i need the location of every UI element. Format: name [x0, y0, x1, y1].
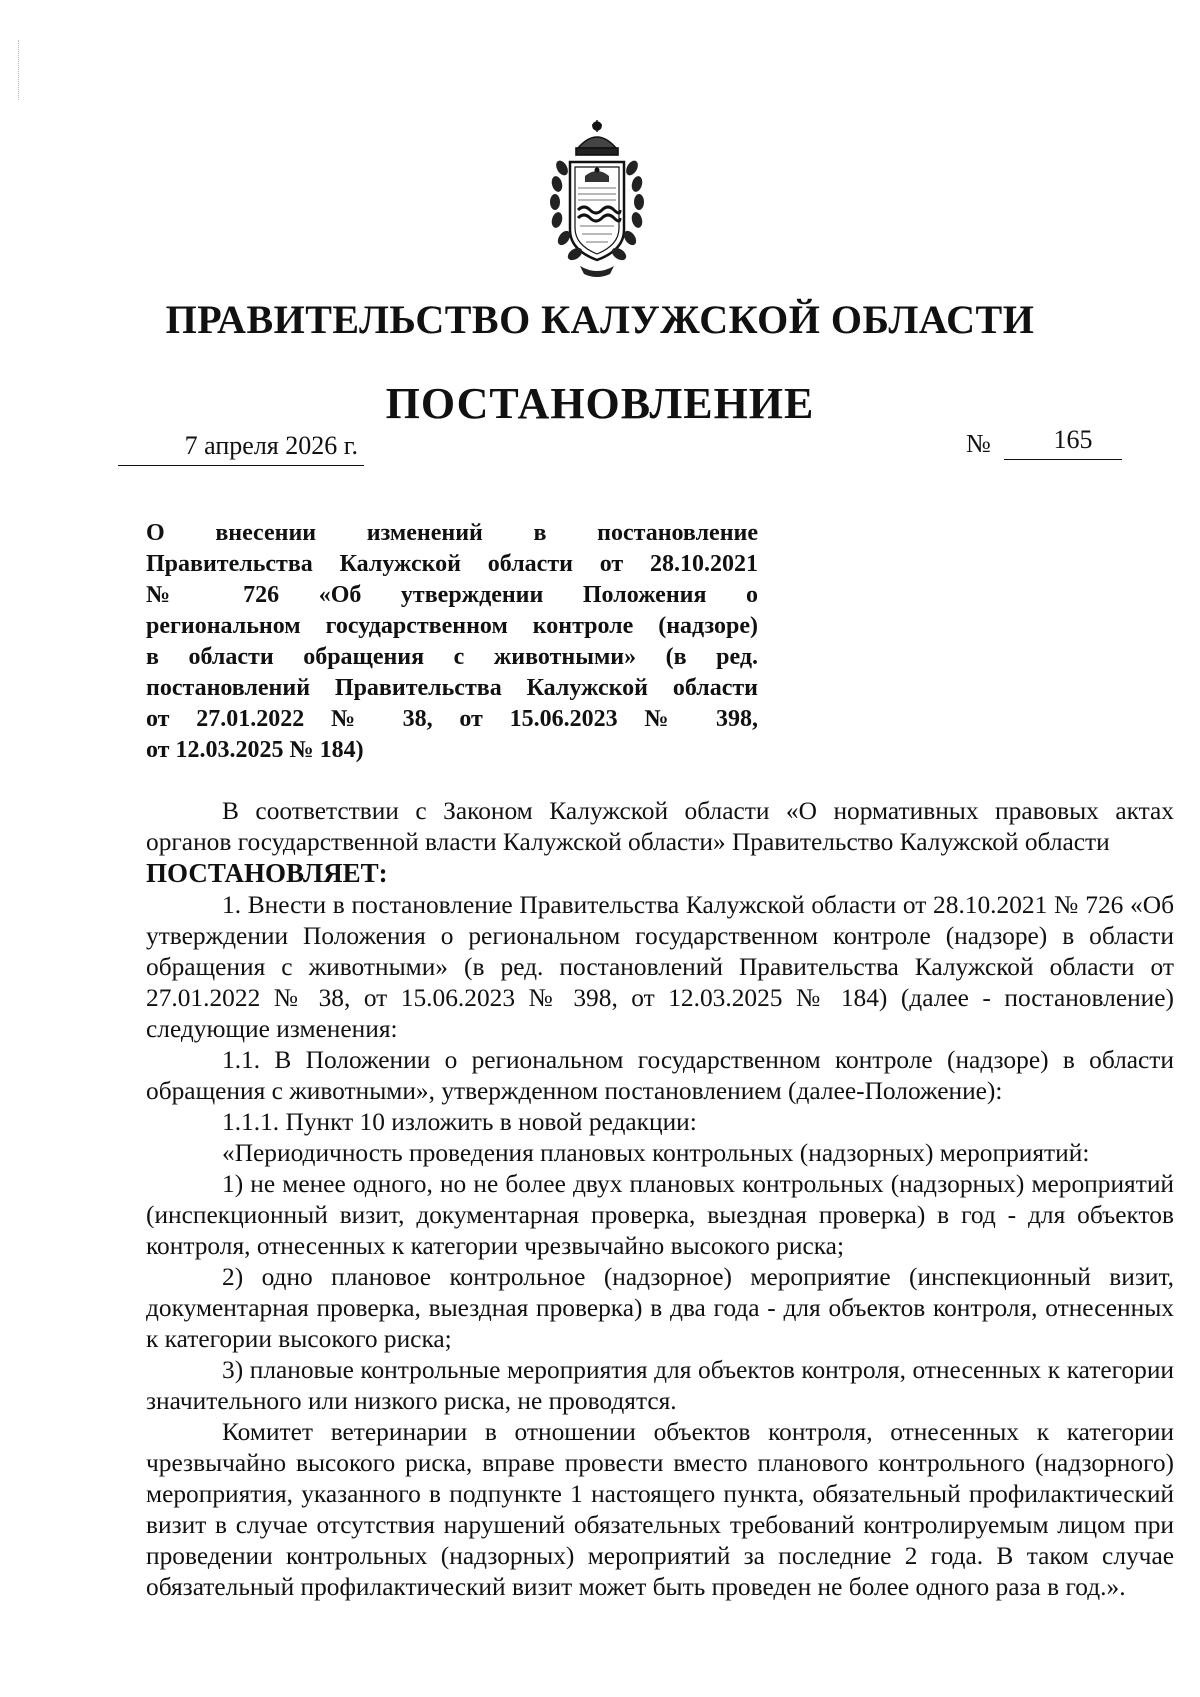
scan-artifact — [18, 40, 21, 100]
document-subject — [146, 518, 758, 766]
subject-line: постановлений Правительства Калужской области — [146, 675, 758, 701]
organization-title: ПРАВИТЕЛЬСТВО КАЛУЖСКОЙ ОБЛАСТИ — [165, 297, 1035, 342]
body-paragraph: 1. Внести в постановление Правительства Калужской области от 28.10.2021 № 726 «Об утверждении Положения о региональном государственном контроле (надзоре) в области обращения с животными» (в ред. постановлений Правительства Калужской области от 27.01.2022 № 38, от 15.06.2023 № 398, от 12.03.2025 № 184) (далее - постановление) следующие изменения: — [146, 891, 1174, 1043]
document-number-label: № — [966, 429, 991, 458]
body-paragraph: 2) одно плановое контрольное (надзорное) мероприятие (инспекционный визит, документарная проверка, выездная проверка) в два года - для объектов контроля, отнесенных к категории высокого риска; — [146, 1263, 1174, 1353]
subject-line: в области обращения с животными» (в ред. — [146, 644, 758, 670]
subject-line: О внесении изменений в постановление — [146, 520, 758, 546]
decree-word-paragraph — [146, 858, 1174, 890]
subject-line: № 726 «Об утверждении Положения о — [146, 582, 758, 608]
body-paragraph: Комитет ветеринарии в отношении объектов контроля, отнесенных к категории чрезвычайно высокого риска, вправе провести вместо планового контрольного (надзорного) мероприятия, указанного в подпункте 1 настоящего пункта, обязательный профилактический визит в случае отсутствия нарушений обязательных требований контролируемым лицом при проведении контрольных (надзорных) мероприятий за последние 2 года. В таком случае обязательный профилактический визит может быть проведен не более одного раза в год.». — [146, 1418, 1174, 1601]
preamble-paragraph: В соответствии с Законом Калужской области «О нормативных правовых актах органов государственной власти Калужской области» Правительство Калужской области — [146, 797, 1174, 856]
document-number: 165 — [1004, 420, 1122, 460]
body-paragraph: 1.1. В Положении о региональном государственном контроле (надзоре) в области обращения с животными», утвержденном постановлением (далее-Положение): — [146, 1046, 1174, 1105]
decree-word: ПОСТАНОВЛЯЕТ: — [146, 858, 388, 888]
document-date: 7 апреля 2026 г. — [118, 426, 364, 466]
body-paragraph: 1.1.1. Пункт 10 изложить в новой редакции: — [222, 1108, 697, 1136]
subject-line: от 27.01.2022 № 38, от 15.06.2023 № 398, — [146, 706, 758, 732]
body-paragraph: «Периодичность проведения плановых контрольных (надзорных) мероприятий: — [222, 1139, 1090, 1167]
body-paragraph: 1) не менее одного, но не более двух плановых контрольных (надзорных) мероприятий (инспекционный визит, документарная проверка, выездная проверка) в год - для объектов контроля, отнесенных к категории чрезвычайно высокого риска; — [146, 1170, 1174, 1260]
document-type-title: ПОСТАНОВЛЕНИЕ — [385, 379, 815, 428]
body-paragraph: 3) плановые контрольные мероприятия для объектов контроля, отнесенных к категории значительного или низкого риска, не проводятся. — [146, 1356, 1174, 1415]
coat-of-arms-emblem — [538, 118, 656, 280]
subject-line: от 12.03.2025 № 184) — [146, 737, 364, 763]
subject-line: Правительства Калужской области от 28.10.2021 — [146, 551, 758, 577]
subject-line: региональном государственном контроле (надзоре) — [146, 613, 758, 639]
document-body — [146, 796, 1174, 1603]
